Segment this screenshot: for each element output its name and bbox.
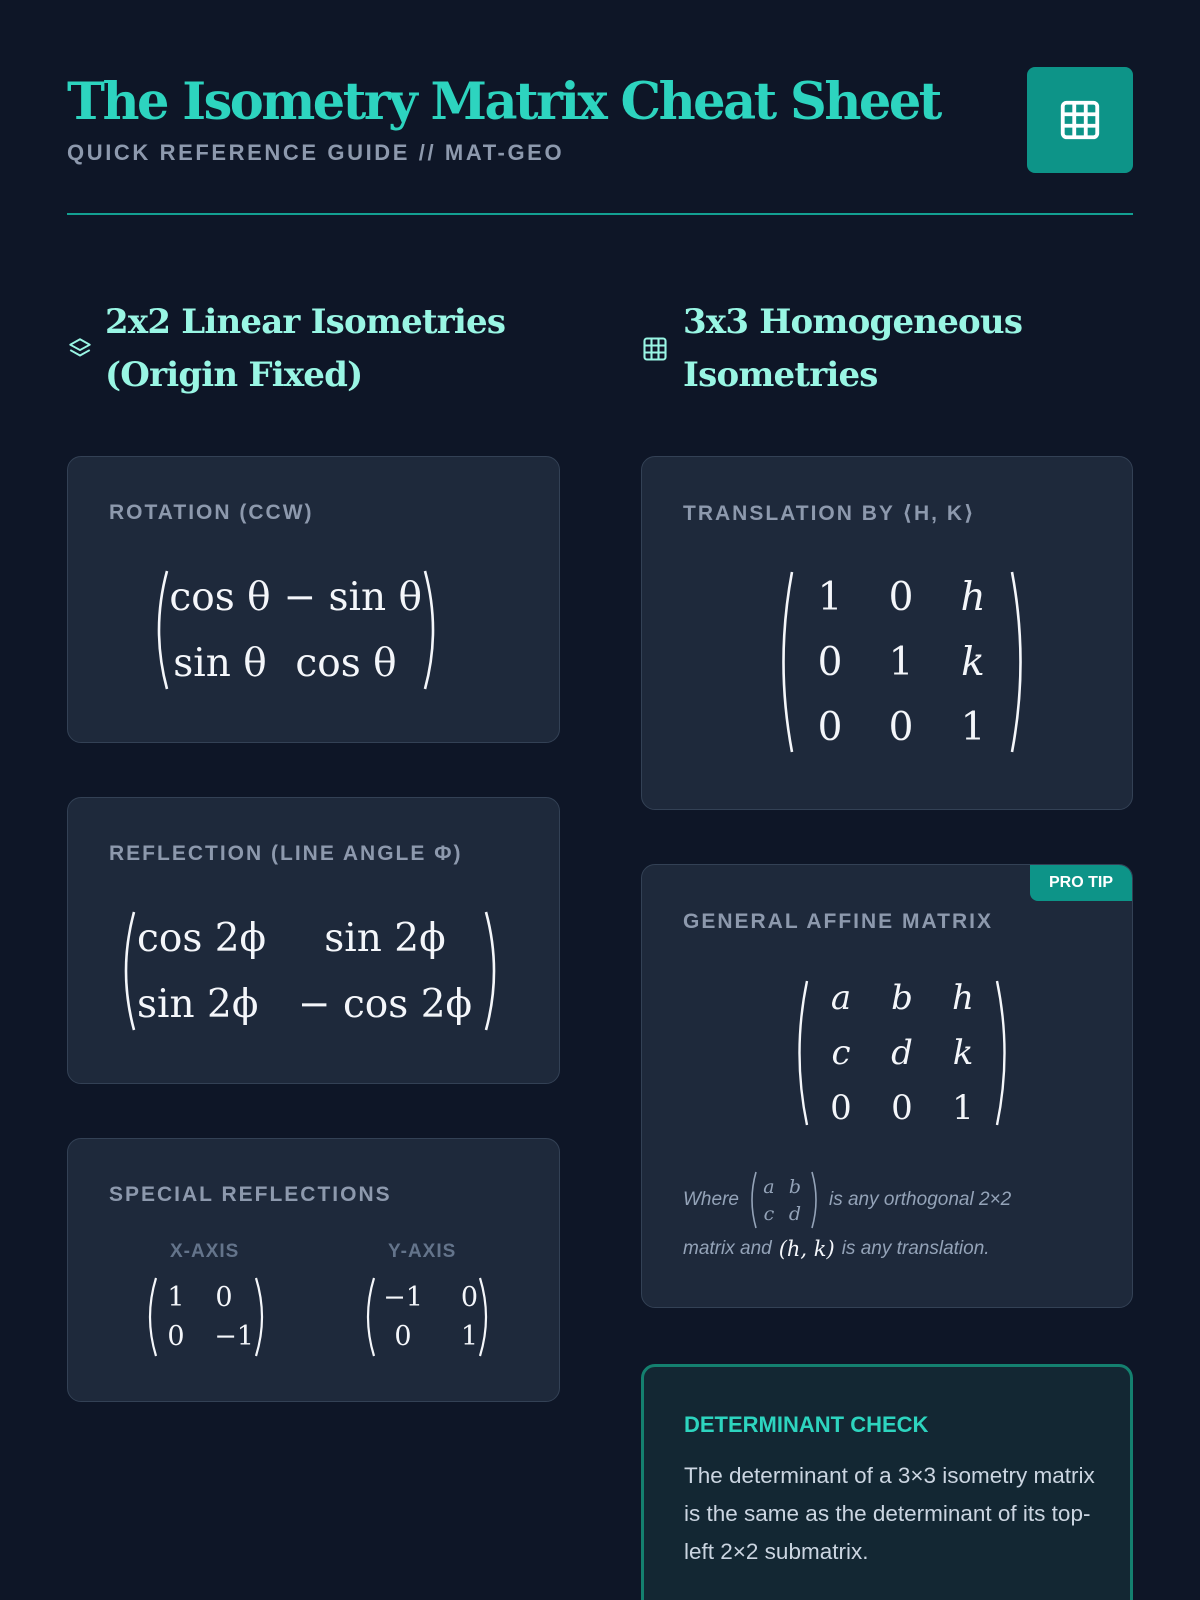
matrix-cell: b	[788, 1175, 802, 1198]
matrix-cell: 1	[888, 639, 914, 685]
x-axis-matrix	[142, 1276, 270, 1358]
section-linear-heading	[67, 296, 505, 402]
grid-table-icon	[1057, 97, 1103, 143]
reflection-card	[67, 797, 560, 1084]
affine-card	[641, 864, 1133, 1308]
special-reflections-card	[67, 1138, 560, 1402]
pro-tip-badge: PRO TIP	[1030, 865, 1132, 901]
matrix-cell: d	[788, 1202, 802, 1225]
matrix-cell: 0	[460, 1282, 478, 1313]
matrix-cell: 0	[888, 574, 914, 620]
note-hk: (h, k)	[778, 1237, 835, 1261]
note-matrix-and: matrix and	[683, 1238, 772, 1259]
translation-label: TRANSLATION BY ⟨H, K⟩	[683, 502, 976, 525]
reflection-label: REFLECTION (LINE ANGLE Φ)	[109, 842, 463, 865]
matrix-cell: c	[763, 1202, 775, 1225]
determinant-title: DETERMINANT CHECK	[684, 1412, 929, 1437]
matrix-cell: − cos 2ϕ	[297, 981, 473, 1027]
matrix-cell: −1	[214, 1321, 254, 1352]
section-homogeneous-title-2: Isometries	[683, 355, 878, 395]
y-axis-label: Y-AXIS	[388, 1241, 457, 1262]
matrix-cell: a	[763, 1175, 775, 1198]
matrix-cell: 1	[952, 1088, 974, 1128]
matrix-cell: 0	[394, 1321, 412, 1352]
matrix-cell: −1	[383, 1282, 423, 1313]
matrix-cell: b	[891, 978, 913, 1018]
grid-icon	[641, 335, 669, 363]
matrix-cell: c	[831, 1033, 851, 1073]
note-submatrix	[747, 1170, 821, 1230]
header-divider	[67, 213, 1133, 215]
matrix-cell: 0	[830, 1088, 852, 1128]
page-subtitle: QUICK REFERENCE GUIDE // MAT-GEO	[67, 140, 565, 165]
matrix-cell: d	[891, 1033, 913, 1073]
matrix-cell: 1	[960, 704, 986, 750]
note-where: Where	[683, 1189, 739, 1210]
matrix-cell: 0	[891, 1088, 913, 1128]
matrix-cell: 0	[817, 639, 843, 685]
matrix-cell: − sin θ	[283, 574, 422, 620]
determinant-card	[641, 1364, 1133, 1600]
section-homogeneous-title-1: 3x3 Homogeneous	[683, 302, 1023, 342]
matrix-cell: h	[952, 978, 974, 1018]
logo-badge	[1027, 67, 1133, 173]
rotation-matrix	[148, 568, 444, 692]
matrix-cell: 1	[460, 1321, 478, 1352]
matrix-cell: sin 2ϕ	[137, 981, 259, 1027]
matrix-cell: 1	[817, 574, 843, 620]
special-reflections-label: SPECIAL REFLECTIONS	[109, 1183, 392, 1206]
translation-card	[641, 456, 1133, 810]
rotation-label: ROTATION (CCW)	[109, 501, 314, 524]
section-linear-title-2: (Origin Fixed)	[105, 355, 363, 395]
x-axis-label: X-AXIS	[170, 1241, 240, 1262]
affine-note-line2	[683, 1237, 990, 1261]
affine-label: GENERAL AFFINE MATRIX	[683, 910, 993, 933]
matrix-cell: 0	[888, 704, 914, 750]
matrix-cell: 0	[167, 1321, 185, 1352]
y-axis-matrix	[360, 1276, 494, 1358]
affine-matrix	[790, 978, 1014, 1128]
section-homogeneous-heading	[641, 296, 1022, 402]
matrix-cell: 1	[167, 1282, 185, 1313]
note-translation: is any translation.	[841, 1238, 990, 1259]
matrix-cell: sin 2ϕ	[324, 915, 446, 961]
matrix-cell: sin θ	[173, 640, 267, 686]
matrix-cell: 0	[215, 1282, 233, 1313]
note-rest: is any orthogonal 2×2	[828, 1189, 1012, 1210]
matrix-cell: cos θ	[169, 574, 271, 620]
matrix-cell: k	[952, 1033, 974, 1073]
translation-matrix	[773, 569, 1031, 755]
rotation-card	[67, 456, 560, 743]
matrix-cell: cos θ	[295, 640, 397, 686]
layers-icon	[67, 336, 93, 362]
matrix-cell: 0	[817, 704, 843, 750]
reflection-matrix	[115, 909, 505, 1033]
matrix-cell: k	[961, 639, 985, 685]
matrix-cell: a	[830, 978, 852, 1018]
matrix-cell: cos 2ϕ	[137, 915, 267, 961]
matrix-cell: h	[960, 574, 986, 620]
affine-note-line1	[683, 1170, 1011, 1230]
determinant-text: The determinant of a 3×3 isometry matrix is the same as the determinant of its top-left 2×2 submatrix.	[684, 1463, 1095, 1564]
section-linear-title-1: 2x2 Linear Isometries	[105, 302, 506, 342]
page-title: The Isometry Matrix Cheat Sheet	[67, 72, 940, 132]
